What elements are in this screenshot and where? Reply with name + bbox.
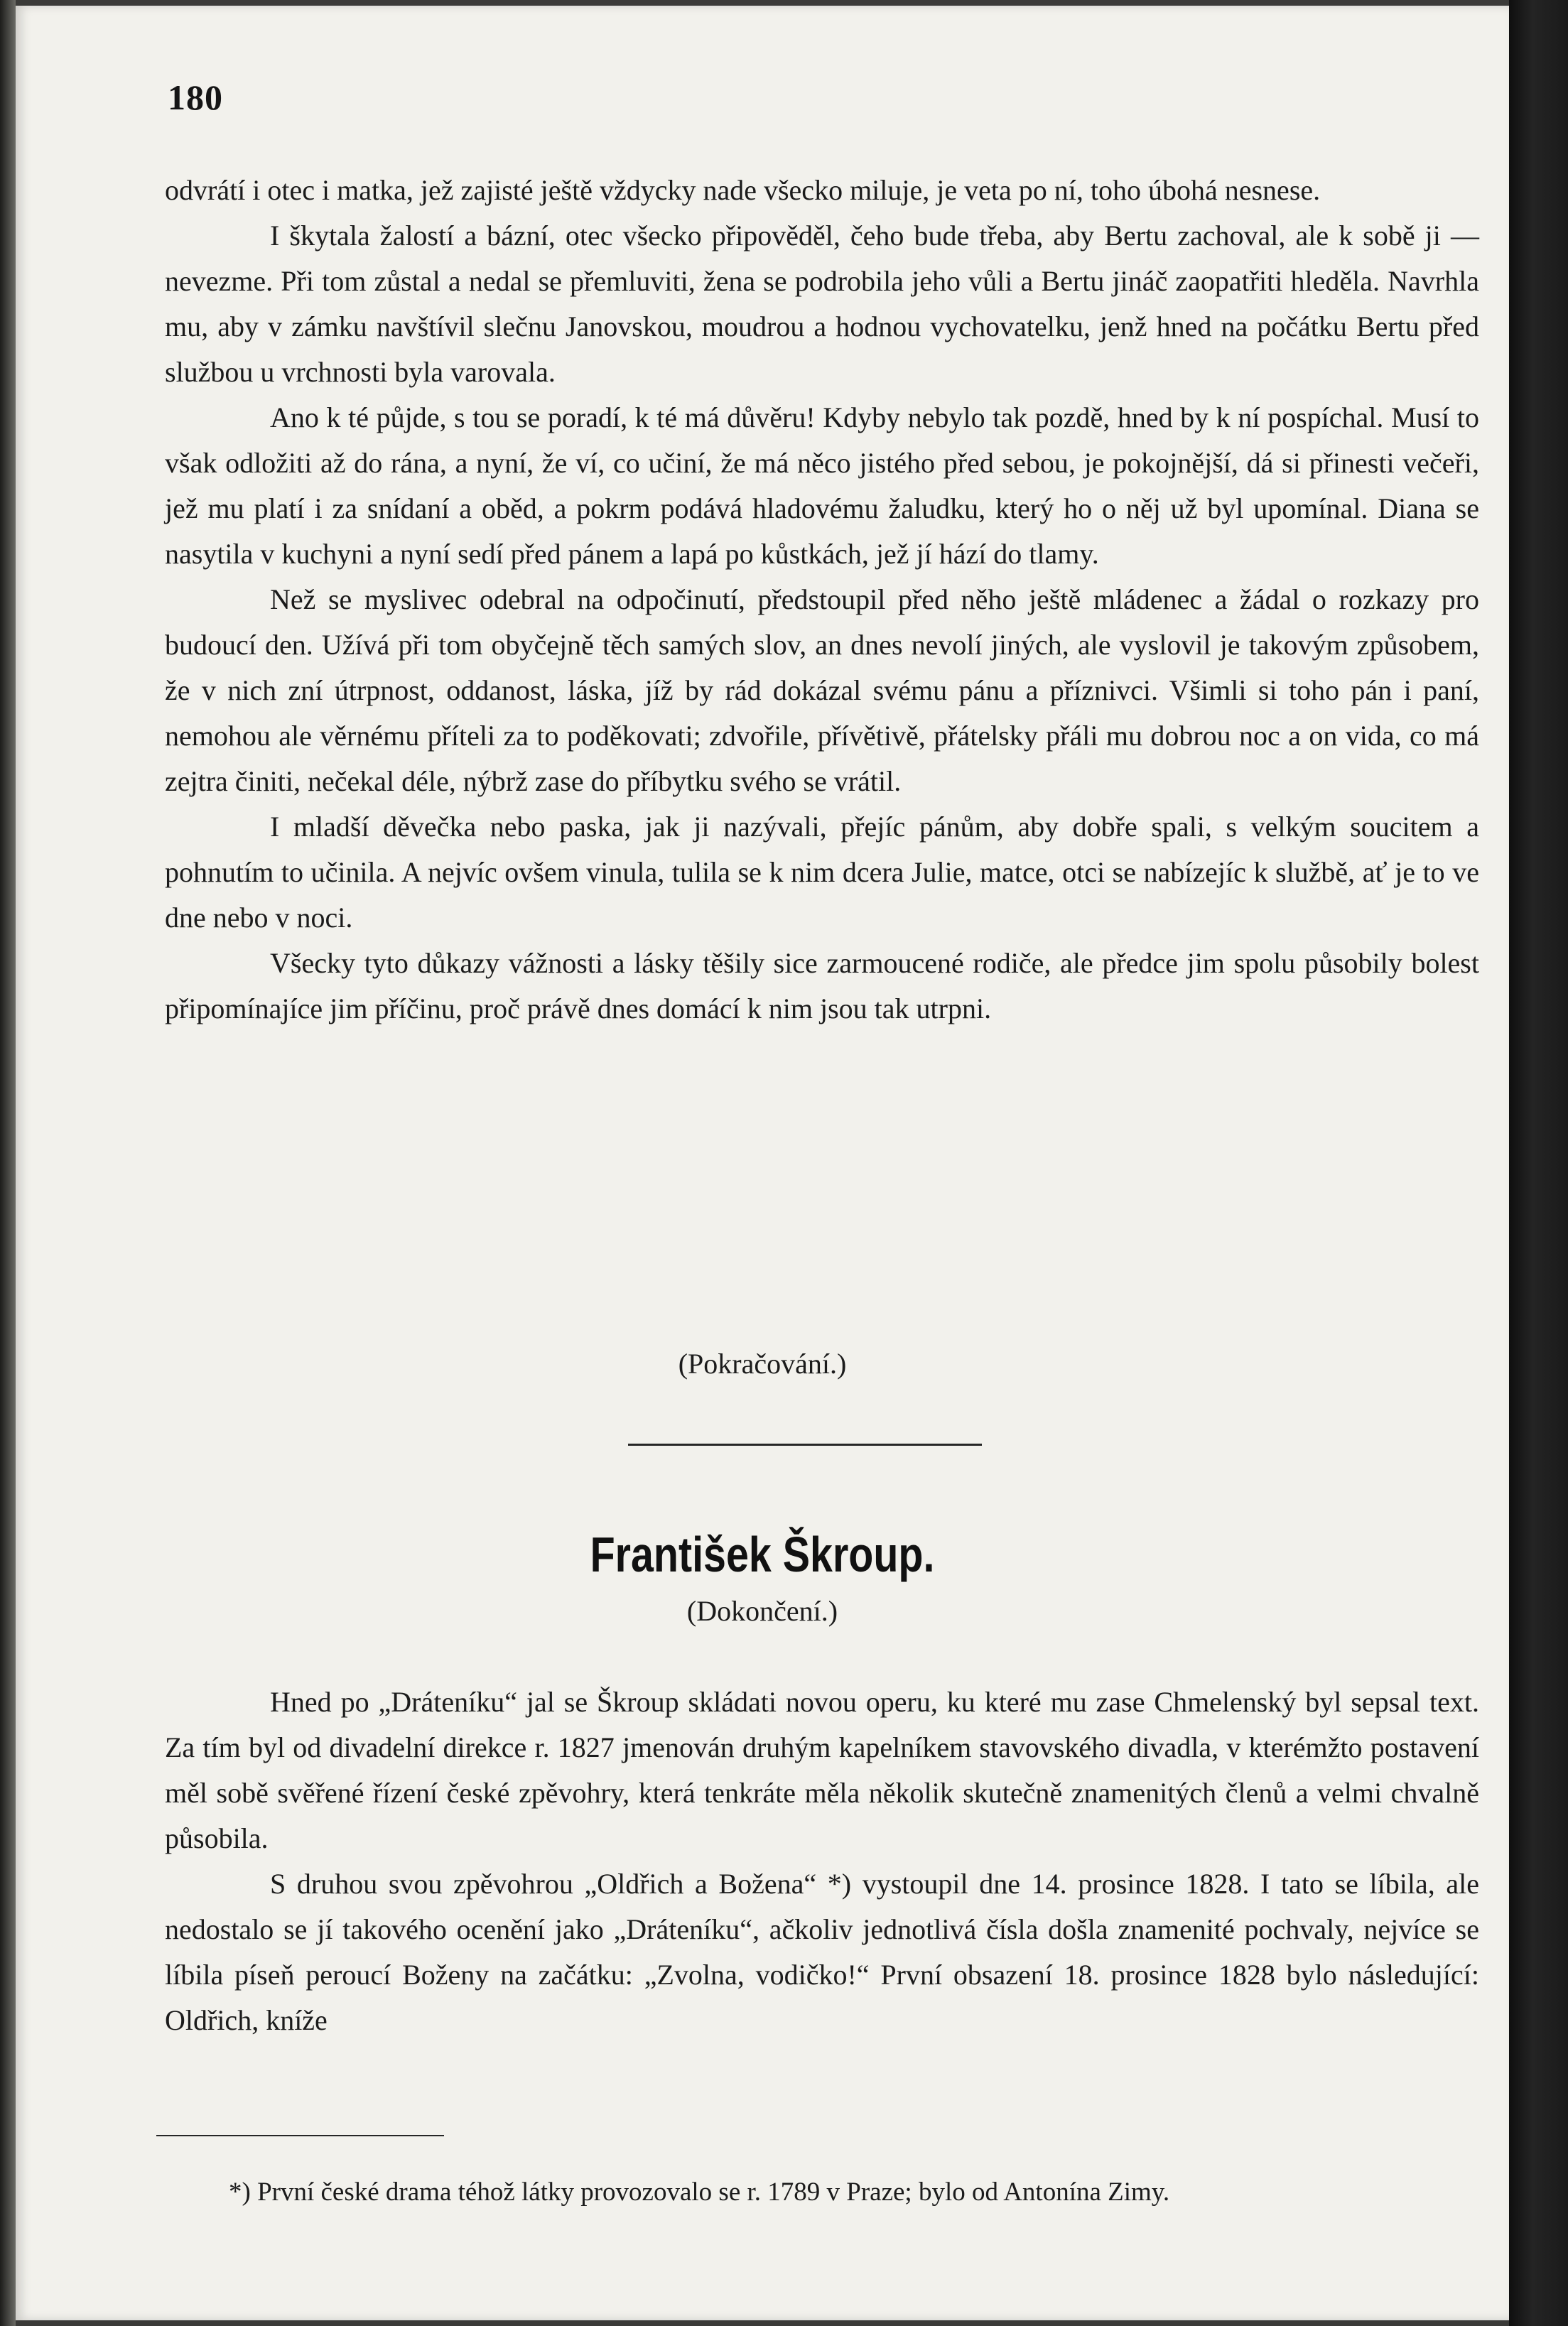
- article-subtitle: (Dokončení.): [686, 1595, 838, 1627]
- story-text: [165, 168, 1479, 1032]
- book-binding: [0, 0, 16, 2326]
- story-paragraph-6: Všecky tyto důkazy vážnosti a lásky těšily sice zarmoucené rodiče, ale předce jim spolu působily bolest připomínajíce jim příčinu, proč právě dnes domácí k nim jsou tak utrpni.: [165, 947, 1479, 1024]
- page-number: 180: [168, 77, 223, 117]
- article-title: František Škroup.: [590, 1527, 935, 1582]
- story-paragraph-2: I škytala žalostí a bázní, otec všecko připověděl, čeho bude třeba, aby Bertu zachoval, ale k sobě ji — nevezme. Při tom zůstal a nedal se přemluviti, žena se podrobila jeho vůli a Bertu jináč zaopatřiti hleděla. Navrhla mu, aby v zámku navštívil slečnu Janovskou, moudrou a hodnou vychovatelku, jenž hned na počátku Bertu před službou u vrchnosti byla varovala.: [165, 220, 1479, 388]
- footnote: *) První české drama téhož látky provozovalo se r. 1789 v Praze; bylo od Antonína Zimy.: [229, 2178, 1170, 2207]
- article-text: [165, 1679, 1479, 2043]
- book-edge: [1509, 0, 1568, 2326]
- story-paragraph-1: odvrátí i otec i matka, jež zajisté ještě vždycky nade všecko miluje, je veta po ní, toho úbohá nesnese.: [165, 174, 1321, 206]
- story-paragraph-5: I mladší děvečka nebo paska, jak ji nazývali, přejíc pánům, aby dobře spali, s velkým soucitem a pohnutím to učinila. A nejvíc ovšem vinula, tulila se k nim dcera Julie, matce, otci se nabízejíc k službě, ať je to ve dne nebo v noci.: [165, 811, 1479, 934]
- story-paragraph-4: Než se myslivec odebral na odpočinutí, předstoupil před něho ještě mládenec a žádal o rozkazy pro budoucí den. Užívá při tom obyčejně těch samých slov, an dnes nevolí jiných, ale vyslovil je takovým způsobem, že v nich zní útrpnost, oddanost, láska, jíž by rád dokázal svému pánu a příznivci. Všimli si toho pán i paní, nemohou ale věrnému příteli za to poděkovati; zdvořile, přívětivě, přátelsky přáli mu dobrou noc a on vida, co má zejtra činiti, nečekal déle, nýbrž zase do příbytku svého se vrátil.: [165, 583, 1479, 797]
- article-paragraph-1: Hned po „Dráteníku“ jal se Škroup skládati novou operu, ku které mu zase Chmelenský byl sepsal text. Za tím byl od divadelní direkce r. 1827 jmenován druhým kapelníkem stavovského divadla, v kterémžto postavení měl sobě svěřené řízení české zpěvohry, která tenkráte měla několik skutečně znamenitých členů a velmi chvalně působila.: [165, 1686, 1479, 1854]
- book-page: [16, 6, 1509, 2320]
- section-divider: [628, 1444, 982, 1446]
- story-paragraph-3: Ano k té půjde, s tou se poradí, k té má důvěru! Kdyby nebylo tak pozdě, hned by k ní pospíchal. Musí to však odložiti až do rána, a nyní, že ví, co učiní, že má něco jistého před sebou, je pokojnější, dá si přinesti večeři, jež mu platí i za snídaní a oběd, a pokrm podává hladovému žaludku, který ho o něj už byl upomínal. Diana se nasytila v kuchyni a nyní sedí před pánem a lapá po kůstkách, jež jí hází do tlamy.: [165, 401, 1479, 570]
- footnote-divider: [156, 2135, 444, 2136]
- article-paragraph-2: S druhou svou zpěvohrou „Oldřich a Božena“ *) vystoupil dne 14. prosince 1828. I tato se líbila, ale nedostalo se jí takového ocenění jako „Dráteníku“, ačkoliv jednotlivá čísla došla znamenité pochvaly, nejvíce se líbila píseň peroucí Boženy na začátku: „Zvolna, vodičko!“ První obsazení 18. prosince 1828 bylo následující: Oldřich, kníže: [165, 1868, 1479, 2036]
- continuation-note: (Pokračování.): [678, 1348, 847, 1380]
